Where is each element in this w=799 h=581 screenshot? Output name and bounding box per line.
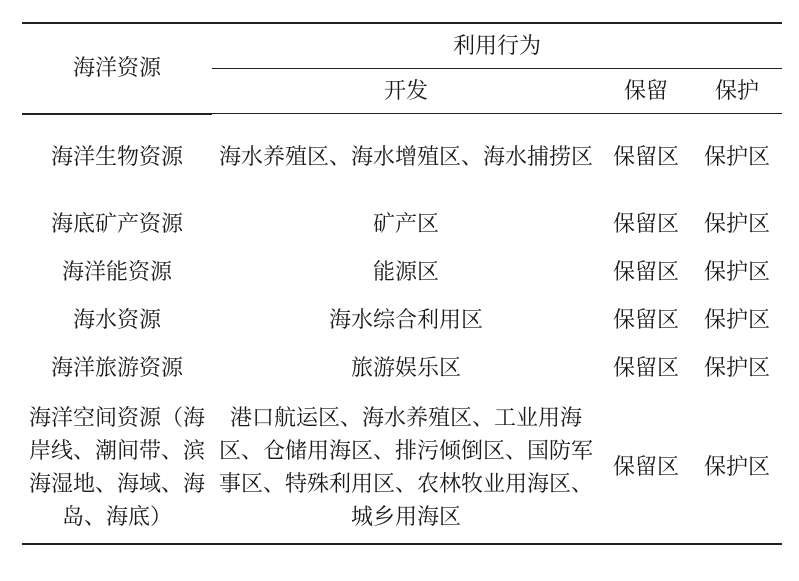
- row-reserve: 保留区: [612, 356, 679, 381]
- row-protect: 保护区: [692, 393, 782, 544]
- row-protect: 保护区: [704, 308, 771, 333]
- row-development: 能源区: [372, 260, 439, 285]
- row-resource: 海洋空间资源（海岸线、潮间带、滨海湿地、海域、海岛、海底）: [22, 393, 212, 544]
- row-reserve: 保留区: [612, 260, 679, 285]
- row-development: 海水养殖区、海水增殖区、海水捕捞区: [218, 144, 593, 170]
- row-development: 海水综合利用区: [328, 308, 483, 333]
- header-reserve: 保留: [600, 69, 692, 114]
- row-reserve: 保留区: [612, 212, 679, 237]
- row-development: 旅游娱乐区: [350, 356, 461, 381]
- header-row-1: [22, 23, 782, 69]
- table-row: [22, 201, 782, 249]
- row-protect: 保护区: [704, 356, 771, 381]
- row-protect: 保护区: [704, 144, 771, 170]
- row-protect: 保护区: [704, 212, 771, 237]
- table-row: [22, 249, 782, 297]
- row-reserve: 保留区: [600, 393, 692, 544]
- row-resource: 海洋生物资源: [50, 145, 183, 170]
- row-resource: 海洋能资源: [61, 260, 172, 285]
- header-protect: 保护: [692, 69, 782, 114]
- header-usage-group: 利用行为: [212, 23, 782, 69]
- header-resource: 海洋资源: [22, 23, 212, 114]
- row-resource: 海水资源: [72, 308, 161, 333]
- table-row: [22, 393, 782, 544]
- table-row: [22, 345, 782, 393]
- row-resource: 海洋旅游资源: [50, 356, 183, 381]
- row-development: 矿产区: [372, 212, 439, 237]
- table-row: [22, 114, 782, 201]
- row-reserve: 保留区: [612, 308, 679, 333]
- row-development: 港口航运区、海水养殖区、工业用海区、仓储用海区、排污倾倒区、国防军事区、特殊利用区、农林牧业用海区、城乡用海区: [212, 393, 600, 544]
- row-reserve: 保留区: [612, 144, 679, 170]
- table-row: [22, 297, 782, 345]
- row-resource: 海底矿产资源: [50, 212, 183, 237]
- row-protect: 保护区: [704, 260, 771, 285]
- header-development: 开发: [212, 69, 600, 114]
- marine-resource-table: [22, 22, 782, 545]
